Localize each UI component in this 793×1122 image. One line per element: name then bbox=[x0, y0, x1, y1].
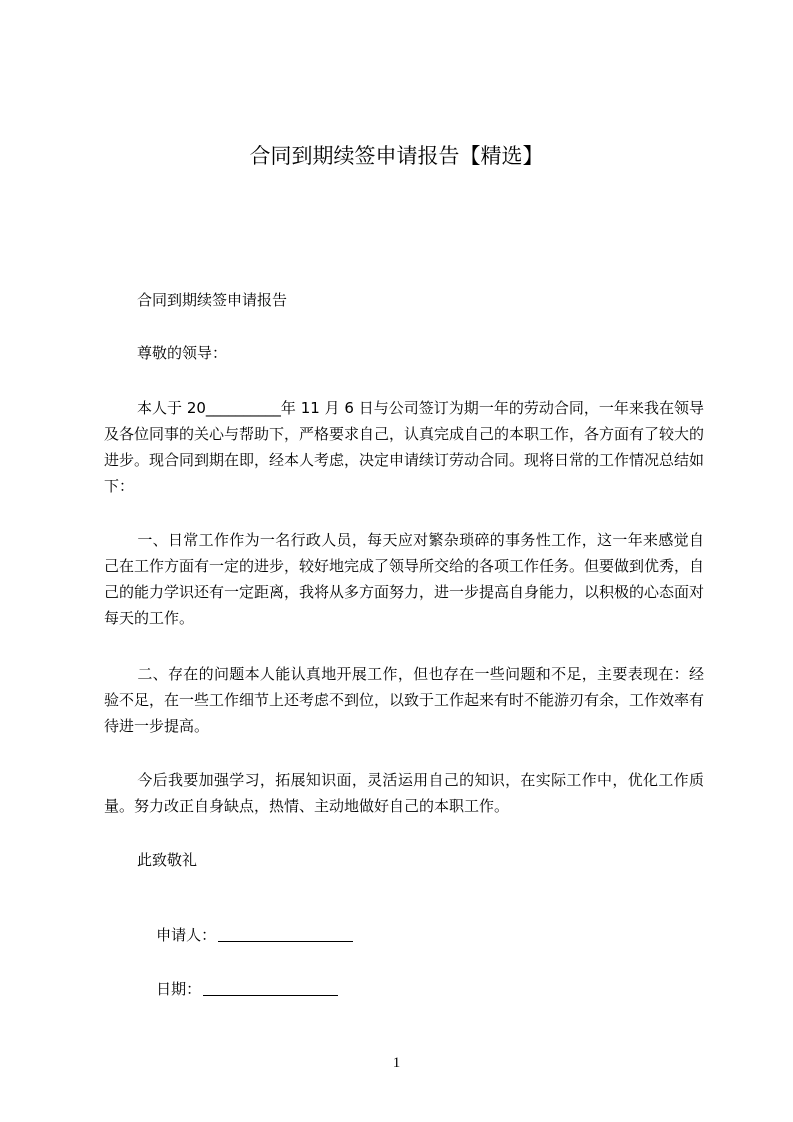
paragraph-3-text: 二、存在的问题本人能认真地开展工作，但也存在一些问题和不足，主要表现在：经验不足，在一些工作细节上还考虑不到位，以致于工作起来有时不能游刃有余，工作效率有待进一步提高。 bbox=[104, 665, 705, 735]
date-label: 日期： bbox=[156, 980, 202, 998]
applicant-signature bbox=[137, 905, 353, 965]
applicant-blank-line bbox=[218, 926, 353, 942]
applicant-label: 申请人： bbox=[156, 926, 217, 944]
paragraph-1-text: 本人于 20__________年 11 月 6 日与公司签订为期一年的劳动合同，一年来我在领导及各位同事的关心与帮助下，严格要求自己，认真完成自己的本职工作，各方面有了较大的进步。现合同到期在即，经本人考虑，决定申请续订劳动合同。现将日常的工作情况总结如下： bbox=[104, 399, 705, 495]
document-title: 合同到期续签申请报告【精选】 bbox=[249, 144, 544, 168]
salutation: 尊敬的领导： bbox=[137, 344, 228, 362]
date-field bbox=[137, 959, 338, 1019]
paragraph-4 bbox=[104, 767, 704, 819]
paragraph-4-text: 今后我要加强学习，拓展知识面，灵活运用自己的知识，在实际工作中，优化工作质量。努力改正自身缺点，热情、主动地做好自己的本职工作。 bbox=[104, 771, 704, 815]
document-subtitle: 合同到期续签申请报告 bbox=[137, 291, 288, 309]
closing: 此致敬礼 bbox=[137, 851, 198, 869]
paragraph-1 bbox=[104, 395, 704, 499]
date-blank-line bbox=[203, 980, 338, 996]
paragraph-3 bbox=[104, 661, 704, 739]
page-number: 1 bbox=[392, 1055, 401, 1071]
paragraph-2-text: 一、日常工作作为一名行政人员，每天应对繁杂琐碎的事务性工作，这一年来感觉自己在工作方面有一定的进步，较好地完成了领导所交给的各项工作任务。但要做到优秀，自己的能力学识还有一定距离，我将从多方面努力，进一步提高自身能力，以积极的心态面对每天的工作。 bbox=[104, 531, 705, 627]
paragraph-2 bbox=[104, 527, 704, 631]
